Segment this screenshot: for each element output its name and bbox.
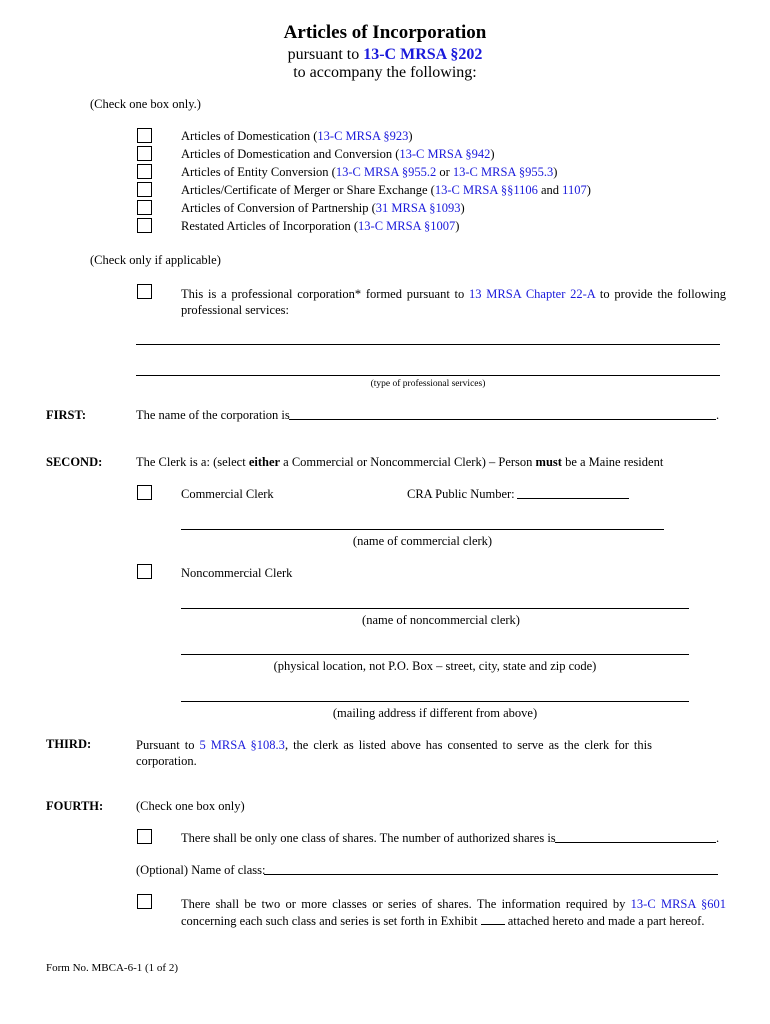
applicable-heading: (Check only if applicable) <box>90 253 221 267</box>
pursuant-prefix: pursuant to <box>287 46 364 63</box>
option-text: Restated Articles of Incorporation ( <box>181 219 359 233</box>
clerk-intro-a: The Clerk is a: (select <box>136 455 249 469</box>
accompany-line: to accompany the following: <box>293 64 477 81</box>
commercial-clerk-name-field[interactable] <box>181 529 664 530</box>
option-merger <box>181 183 591 198</box>
third-text <box>136 737 652 769</box>
exhibit-field[interactable] <box>481 913 505 925</box>
option-text: Articles of Conversion of Partnership ( <box>181 201 376 215</box>
checkbox-partnership-conversion[interactable] <box>137 200 152 215</box>
statute-link-202[interactable]: 13-C MRSA §202 <box>363 46 483 63</box>
professional-services-caption: (type of professional services) <box>370 379 486 389</box>
first-label: FIRST: <box>46 408 87 422</box>
professional-text-before: This is a professional corporation* formed pursuant to <box>181 287 470 301</box>
statute-link[interactable]: 13-C MRSA §955.3 <box>452 165 554 179</box>
checkbox-commercial-clerk[interactable] <box>137 485 152 500</box>
third-text-before: Pursuant to <box>136 738 200 752</box>
physical-location-field[interactable] <box>181 654 689 655</box>
corporation-name-field[interactable] <box>289 419 716 420</box>
professional-services-line-2[interactable] <box>136 375 720 376</box>
one-class-text: There shall be only one class of shares. The number of authorized shares is <box>181 831 556 845</box>
checkbox-merger[interactable] <box>137 182 152 197</box>
multi-after-b: attached hereto and made a part hereof. <box>504 914 705 928</box>
option-text: Articles of Domestication and Conversion ( <box>181 147 400 161</box>
option-entity-conversion <box>181 165 557 180</box>
option-suffix: ) <box>553 165 558 179</box>
statute-link-108-3[interactable]: 5 MRSA §108.3 <box>199 738 285 752</box>
multi-after-a: concerning each such class and series is set forth in Exhibit <box>181 914 481 928</box>
mailing-address-field[interactable] <box>181 701 689 702</box>
optional-class-name-label: (Optional) Name of class: <box>136 863 266 877</box>
check-one-heading: (Check one box only.) <box>90 97 201 111</box>
fourth-label: FOURTH: <box>46 799 104 813</box>
checkbox-domestication[interactable] <box>137 128 152 143</box>
pursuant-line <box>0 46 770 64</box>
option-text: Articles/Certificate of Merger or Share Exchange ( <box>181 183 435 197</box>
option-restated <box>181 219 459 234</box>
option-mid: and <box>537 183 563 197</box>
multi-before: There shall be two or more classes or series of shares. The information required by <box>181 897 631 911</box>
fourth-heading: (Check one box only) <box>136 799 245 813</box>
option-domestication <box>181 129 413 144</box>
form-number: Form No. MBCA-6-1 (1 of 2) <box>46 962 178 974</box>
statute-link[interactable]: 13-C MRSA §942 <box>399 147 491 161</box>
clerk-intro-either: either <box>248 455 281 469</box>
statute-link-chapter-22a[interactable]: 13 MRSA Chapter 22-A <box>469 287 596 301</box>
checkbox-professional-corporation[interactable] <box>137 284 152 299</box>
option-suffix: ) <box>408 129 413 143</box>
page-title: Articles of Incorporation <box>283 22 487 43</box>
statute-link[interactable]: 13-C MRSA §§1106 <box>434 183 538 197</box>
one-class-period: . <box>716 831 720 845</box>
checkbox-entity-conversion[interactable] <box>137 164 152 179</box>
statute-link[interactable]: 1107 <box>562 183 587 197</box>
statute-link[interactable]: 13-C MRSA §923 <box>317 129 409 143</box>
option-text: Articles of Entity Conversion ( <box>181 165 336 179</box>
option-mid: or <box>436 165 453 179</box>
option-text: Articles of Domestication ( <box>181 129 318 143</box>
statute-link-601[interactable]: 13-C MRSA §601 <box>630 897 727 911</box>
checkbox-one-class[interactable] <box>137 829 152 844</box>
option-domestication-conversion <box>181 147 495 162</box>
authorized-shares-field[interactable] <box>555 842 716 843</box>
mailing-address-caption: (mailing address if different from above) <box>332 706 538 720</box>
checkbox-noncommercial-clerk[interactable] <box>137 564 152 579</box>
third-text-after: , the clerk as listed above has consented to serve as the clerk for this corporation. <box>136 738 652 768</box>
professional-text <box>181 286 726 318</box>
class-name-field[interactable] <box>264 874 718 875</box>
checkbox-domestication-conversion[interactable] <box>137 146 152 161</box>
option-suffix: ) <box>455 219 460 233</box>
noncommercial-clerk-label: Noncommercial Clerk <box>181 566 293 580</box>
option-suffix: ) <box>490 147 495 161</box>
clerk-intro-c: a Commercial or Noncommercial Clerk) – Person <box>280 455 536 469</box>
option-suffix: ) <box>460 201 465 215</box>
professional-services-line-1[interactable] <box>136 344 720 345</box>
option-suffix: ) <box>586 183 591 197</box>
clerk-intro-e: be a Maine resident <box>561 455 664 469</box>
second-label: SECOND: <box>46 455 103 469</box>
first-text: The name of the corporation is <box>136 408 290 422</box>
statute-link[interactable]: 13-C MRSA §955.2 <box>335 165 437 179</box>
cra-number-field[interactable] <box>517 498 629 499</box>
statute-link[interactable]: 13-C MRSA §1007 <box>358 219 456 233</box>
commercial-clerk-caption: (name of commercial clerk) <box>352 534 493 548</box>
checkbox-multiple-classes[interactable] <box>137 894 152 909</box>
noncommercial-clerk-name-field[interactable] <box>181 608 689 609</box>
commercial-clerk-label: Commercial Clerk <box>181 487 274 501</box>
physical-location-caption: (physical location, not P.O. Box – street, city, state and zip code) <box>273 659 597 673</box>
cra-number-label: CRA Public Number: <box>407 487 515 501</box>
option-partnership-conversion <box>181 201 465 216</box>
third-label: THIRD: <box>46 737 92 751</box>
clerk-intro-must: must <box>535 455 562 469</box>
professional-text-after: to provide the following professional services: <box>181 287 726 317</box>
first-period: . <box>716 408 720 422</box>
checkbox-restated[interactable] <box>137 218 152 233</box>
statute-link[interactable]: 31 MRSA §1093 <box>375 201 461 215</box>
noncommercial-clerk-caption: (name of noncommercial clerk) <box>362 613 520 627</box>
clerk-intro <box>136 455 663 470</box>
multiple-classes-text <box>181 896 726 930</box>
